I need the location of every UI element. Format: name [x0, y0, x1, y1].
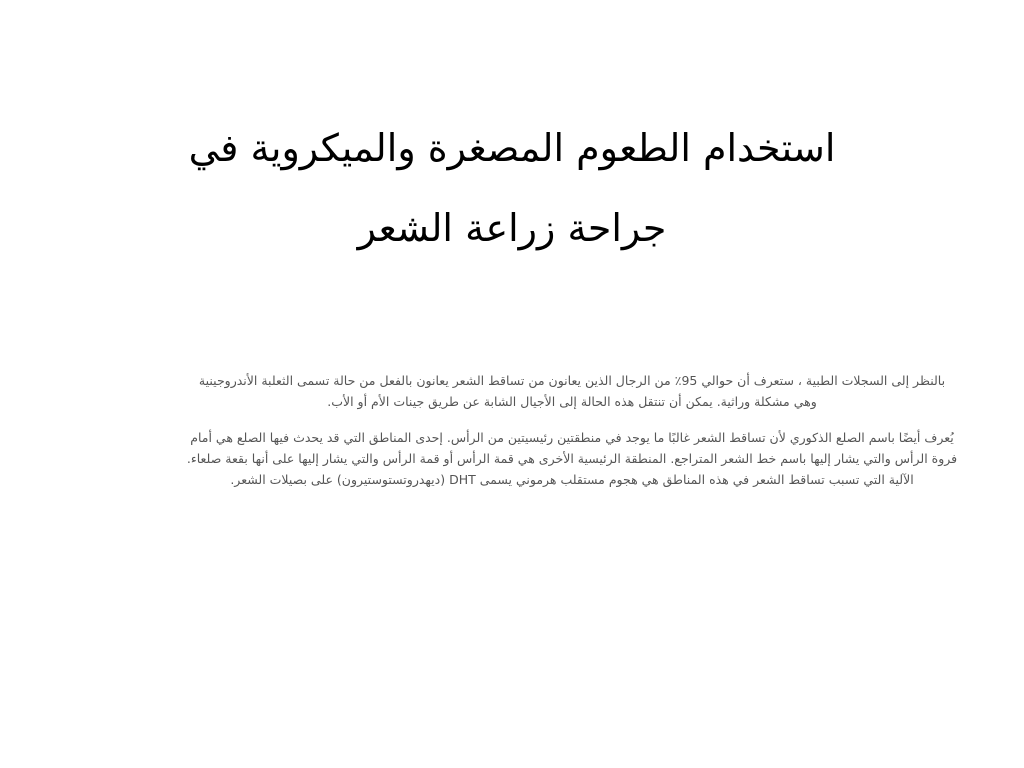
slide-title [90, 108, 934, 268]
slide-body [150, 370, 994, 505]
paragraph-line: الآلية التي تسبب تساقط الشعر في هذه المناطق هي هجوم مستقلب هرموني يسمى DHT (ديهدروتستوستيرون) على بصيلات الشعر. [230, 472, 914, 487]
paragraph-1 [150, 370, 994, 412]
paragraph-2 [150, 427, 994, 490]
paragraph-line: وهي مشكلة وراثية. يمكن أن تنتقل هذه الحالة إلى الأجيال الشابة عن طريق جينات الأم أو الأب. [327, 394, 817, 409]
paragraph-line: بالنظر إلى السجلات الطبية ، ستعرف أن حوالي 95٪ من الرجال الذين يعانون من تساقط الشعر يعانون بالفعل من حالة تسمى الثعلبة الأندروجينية [198, 373, 946, 388]
paragraph-line: فروة الرأس والتي يشار إليها باسم خط الشعر المتراجع. المنطقة الرئيسية الأخرى هي قمة الرأس أو قمة الرأس والتي يشار إليها على أنها بقعة صلعاء. [186, 451, 958, 466]
paragraph-line: يُعرف أيضًا باسم الصلع الذكوري لأن تساقط الشعر غالبًا ما يوجد في منطقتين رئيسيتين من الرأس. إحدى المناطق التي قد يحدث فيها الصلع هي أمام [190, 430, 954, 445]
title-line: جراحة زراعة الشعر [357, 206, 667, 250]
title-line: استخدام الطعوم المصغرة والميكروية في [188, 126, 836, 170]
